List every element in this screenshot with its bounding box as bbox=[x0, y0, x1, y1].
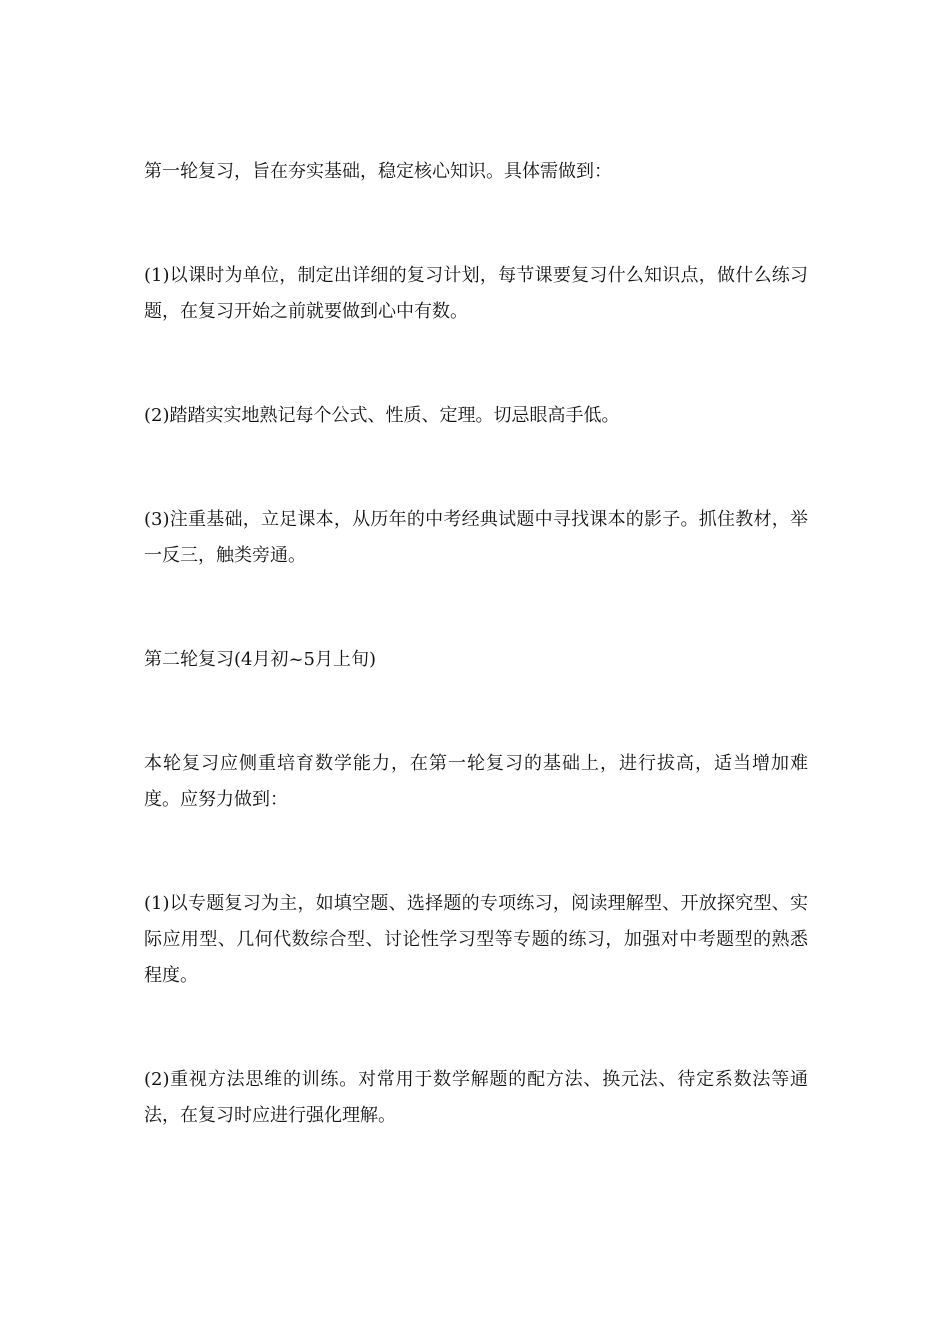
paragraph-round-two-intro: 本轮复习应侧重培育数学能力，在第一轮复习的基础上，进行拔高，适当增加难度。应努力做到： bbox=[144, 753, 808, 810]
paragraph-round-one-item-3: (3)注重基础，立足课本，从历年的中考经典试题中寻找课本的影子。抓住教材，举一反三，触类旁通。 bbox=[144, 509, 808, 566]
paragraph-round-one-item-2: (2)踏踏实实地熟记每个公式、性质、定理。切忌眼高手低。 bbox=[144, 405, 620, 426]
paragraph-round-two-item-2: (2)重视方法思维的训练。对常用于数学解题的配方法、换元法、待定系数法等通法，在复习时应进行强化理解。 bbox=[144, 1069, 808, 1126]
paragraph-round-one-item-1: (1)以课时为单位，制定出详细的复习计划，每节课要复习什么知识点，做什么练习题，在复习开始之前就要做到心中有数。 bbox=[144, 265, 808, 322]
paragraph-round-two-item-1: (1)以专题复习为主，如填空题、选择题的专项练习，阅读理解型、开放探究型、实际应用型、几何代数综合型、讨论性学习型等专题的练习，加强对中考题型的熟悉程度。 bbox=[144, 893, 808, 986]
paragraph-round-two-heading: 第二轮复习(4月初~5月上旬) bbox=[144, 649, 377, 670]
paragraph-round-one-intro: 第一轮复习，旨在夯实基础，稳定核心知识。具体需做到： bbox=[144, 161, 612, 182]
